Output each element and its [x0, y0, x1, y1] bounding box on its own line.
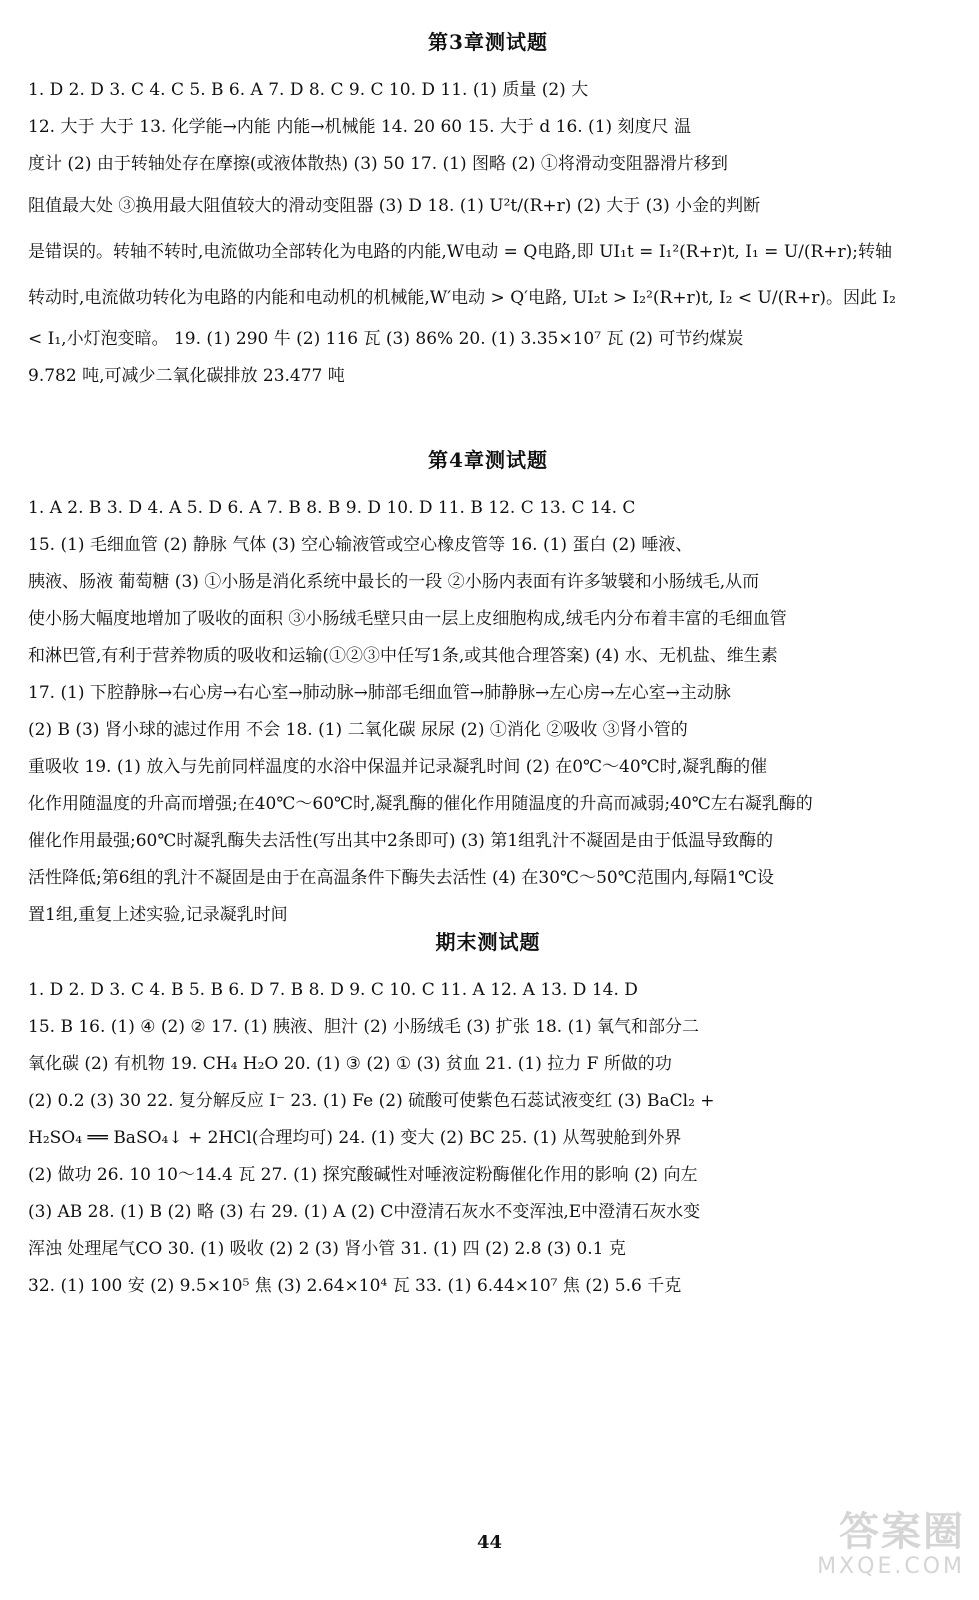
section-title: 第4章测试题	[428, 448, 548, 472]
answer-line: 阻值最大处 ③换用最大阻值较大的滑动变阻器 (3) D 18. (1) U²t/(R+r) (2) 大于 (3) 小金的判断	[28, 196, 761, 216]
answer-line: 12. 大于 大于 13. 化学能→内能 内能→机械能 14. 20 60 15. 大于 d 16. (1) 刻度尺 温	[28, 117, 691, 137]
section-body	[28, 972, 948, 1305]
answer-line: 重吸收 19. (1) 放入与先前同样温度的水浴中保温并记录凝乳时间 (2) 在0℃～40℃时,凝乳酶的催	[28, 757, 768, 777]
answer-line: 化作用随温度的升高而增强;在40℃～60℃时,凝乳酶的催化作用随温度的升高而减弱;40℃左右凝乳酶的	[28, 794, 813, 814]
section-body	[28, 72, 948, 395]
answer-line: 1. D 2. D 3. C 4. C 5. B 6. A 7. D 8. C 9. C 10. D 11. (1) 质量 (2) 大	[28, 80, 589, 100]
answer-line: 15. B 16. (1) ④ (2) ② 17. (1) 胰液、胆汁 (2) 小肠绒毛 (3) 扩张 18. (1) 氧气和部分二	[28, 1017, 700, 1037]
answer-line: 置1组,重复上述实验,记录凝乳时间	[28, 905, 288, 925]
answer-line: 9.782 吨,可减少二氧化碳排放 23.477 吨	[28, 366, 345, 386]
answer-line: (2) 做功 26. 10 10～14.4 瓦 27. (1) 探究酸碱性对唾液淀粉酶催化作用的影响 (2) 向左	[28, 1165, 698, 1185]
answer-line: < I₁,小灯泡变暗。 19. (1) 290 牛 (2) 116 瓦 (3) 86% 20. (1) 3.35×10⁷ 瓦 (2) 可节约煤炭	[28, 329, 744, 349]
section-title: 期末测试题	[435, 930, 541, 954]
answer-line: 胰液、肠液 葡萄糖 (3) ①小肠是消化系统中最长的一段 ②小肠内表面有许多皱襞和小肠绒毛,从而	[28, 572, 760, 592]
answer-line: 氧化碳 (2) 有机物 19. CH₄ H₂O 20. (1) ③ (2) ① (3) 贫血 21. (1) 拉力 F 所做的功	[28, 1054, 672, 1074]
answer-line: (2) 0.2 (3) 30 22. 复分解反应 I⁻ 23. (1) Fe (2) 硫酸可使紫色石蕊试液变红 (3) BaCl₂ +	[28, 1091, 715, 1111]
answer-line: 32. (1) 100 安 (2) 9.5×10⁵ 焦 (3) 2.64×10⁴ 瓦 33. (1) 6.44×10⁷ 焦 (2) 5.6 千克	[28, 1276, 682, 1296]
section-chapter-3	[28, 30, 948, 395]
answer-line: 1. D 2. D 3. C 4. B 5. B 6. D 7. B 8. D 9. C 10. C 11. A 12. A 13. D 14. D	[28, 980, 638, 1000]
answer-line: 转动时,电流做功转化为电路的内能和电动机的机械能,W′电动 > Q′电路, UI₂t > I₂²(R+r)t, I₂ < U/(R+r)。因此 I₂	[28, 288, 896, 308]
watermark-logo	[795, 1510, 965, 1590]
answer-line: 是错误的。转轴不转时,电流做功全部转化为电路的内能,W电动 = Q电路,即 UI₁t = I₁²(R+r)t, I₁ = U/(R+r);转轴	[28, 242, 893, 262]
answer-line: 使小肠大幅度地增加了吸收的面积 ③小肠绒毛壁只由一层上皮细胞构成,绒毛内分布着丰富的毛细血管	[28, 609, 787, 629]
section-body	[28, 490, 948, 934]
answer-line: 和淋巴管,有利于营养物质的吸收和运输(①②③中任写1条,或其他合理答案) (4) 水、无机盐、维生素	[28, 646, 778, 666]
answer-line: 催化作用最强;60℃时凝乳酶失去活性(写出其中2条即可) (3) 第1组乳汁不凝固是由于低温导致酶的	[28, 831, 774, 851]
answer-line: 17. (1) 下腔静脉→右心房→右心室→肺动脉→肺部毛细血管→肺静脉→左心房→左心室→主动脉	[28, 683, 731, 703]
watermark-url: MXQE.COM	[817, 1554, 965, 1579]
answer-line: (3) AB 28. (1) B (2) 略 (3) 右 29. (1) A (2) C中澄清石灰水不变浑浊,E中澄清石灰水变	[28, 1202, 701, 1222]
section-final-exam	[28, 930, 948, 1305]
page-number: 44	[476, 1532, 503, 1553]
answer-line: H₂SO₄ ══ BaSO₄↓ + 2HCl(合理均可) 24. (1) 变大 (2) BC 25. (1) 从驾驶舱到外界	[28, 1128, 682, 1148]
answer-line: 15. (1) 毛细血管 (2) 静脉 气体 (3) 空心输液管或空心橡皮管等 16. (1) 蛋白 (2) 唾液、	[28, 535, 693, 555]
section-chapter-4	[28, 448, 948, 934]
answer-line: 1. A 2. B 3. D 4. A 5. D 6. A 7. B 8. B 9. D 10. D 11. B 12. C 13. C 14. C	[28, 498, 636, 518]
section-title: 第3章测试题	[428, 30, 548, 54]
answer-line: 活性降低;第6组的乳汁不凝固是由于在高温条件下酶失去活性 (4) 在30℃～50℃范围内,每隔1℃设	[28, 868, 774, 888]
watermark-mark: 答案圈	[839, 1508, 965, 1555]
answer-line: 度计 (2) 由于转轴处存在摩擦(或液体散热) (3) 50 17. (1) 图略 (2) ①将滑动变阻器滑片移到	[28, 154, 728, 174]
answer-line: (2) B (3) 肾小球的滤过作用 不会 18. (1) 二氧化碳 尿尿 (2) ①消化 ②吸收 ③肾小管的	[28, 720, 688, 740]
answer-line: 浑浊 处理尾气CO 30. (1) 吸收 (2) 2 (3) 肾小管 31. (1) 四 (2) 2.8 (3) 0.1 克	[28, 1239, 626, 1259]
